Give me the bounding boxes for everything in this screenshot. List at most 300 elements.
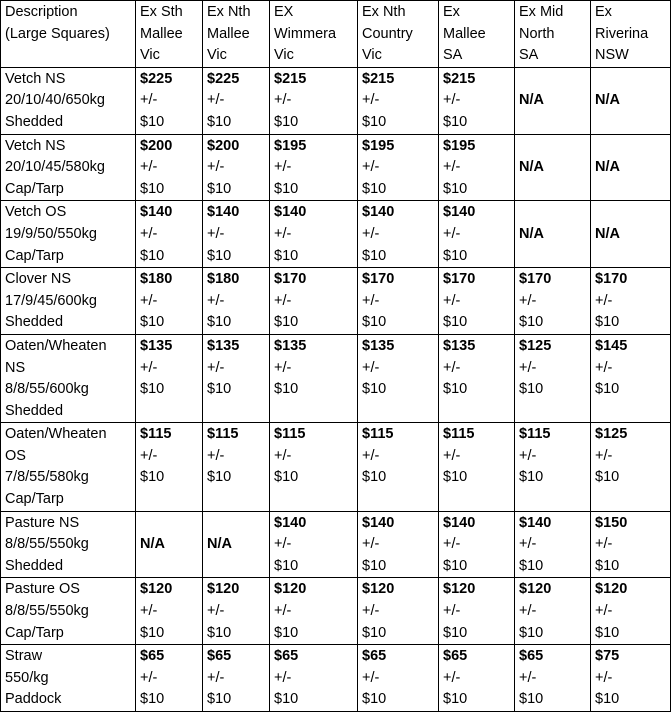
header-row — [1, 1, 671, 68]
price-variance-sign: +/- — [140, 603, 158, 620]
price-cell-nth-mallee-vic — [203, 645, 270, 712]
price-value: $65 — [274, 648, 299, 665]
description-line: 8/8/55/600kg — [5, 381, 89, 398]
price-variance-amount: $10 — [595, 691, 620, 708]
price-variance-sign: +/- — [207, 359, 225, 376]
header-line: (Large Squares) — [5, 25, 110, 42]
header-nth-country-vic — [358, 1, 439, 68]
description-line: Straw — [5, 648, 43, 665]
price-variance-sign: +/- — [274, 159, 292, 176]
price-variance-sign: +/- — [362, 225, 380, 242]
price-variance-sign: +/- — [362, 359, 380, 376]
price-variance-amount: $10 — [207, 314, 232, 331]
price-variance-sign: +/- — [595, 447, 613, 464]
price-cell-sth-mallee-vic — [136, 578, 203, 645]
price-variance-sign: +/- — [519, 669, 537, 686]
description-line: Cap/Tarp — [5, 247, 64, 264]
price-value: $170 — [595, 271, 628, 288]
price-variance-amount: $10 — [274, 314, 299, 331]
price-variance-sign: +/- — [595, 292, 613, 309]
price-variance-amount: $10 — [274, 624, 299, 641]
product-description — [1, 511, 136, 578]
price-variance-amount: $10 — [519, 381, 544, 398]
price-variance-sign: +/- — [274, 669, 292, 686]
price-variance-amount: $10 — [362, 624, 387, 641]
price-variance-sign: +/- — [140, 92, 158, 109]
price-variance-amount: $10 — [519, 624, 544, 641]
price-value: $125 — [595, 426, 628, 443]
price-variance-amount: $10 — [140, 381, 165, 398]
price-cell-mid-north-sa — [515, 268, 591, 335]
table-row — [1, 201, 671, 268]
header-nth-mallee-vic — [203, 1, 270, 68]
header-mallee-sa — [439, 1, 515, 68]
header-line: NSW — [595, 47, 629, 64]
price-variance-sign: +/- — [443, 225, 461, 242]
price-variance-sign: +/- — [519, 603, 537, 620]
price-value: $215 — [274, 70, 307, 87]
price-variance-amount: $10 — [443, 469, 468, 486]
table-row — [1, 67, 671, 134]
price-value: $120 — [443, 581, 476, 598]
price-cell-riverina-nsw — [591, 511, 671, 578]
price-variance-sign: +/- — [595, 669, 613, 686]
price-value: $65 — [207, 648, 232, 665]
price-cell-sth-mallee-vic — [136, 423, 203, 511]
price-value: $215 — [362, 70, 395, 87]
price-variance-amount: $10 — [443, 247, 468, 264]
price-cell-nth-country-vic — [358, 645, 439, 712]
price-value: $65 — [519, 648, 544, 665]
price-value: $120 — [274, 581, 307, 598]
price-value: $135 — [443, 337, 476, 354]
price-cell-wimmera-vic — [270, 334, 358, 422]
price-value: $75 — [595, 648, 620, 665]
price-variance-amount: $10 — [443, 314, 468, 331]
price-cell-nth-country-vic — [358, 423, 439, 511]
price-cell-wimmera-vic — [270, 511, 358, 578]
product-description — [1, 268, 136, 335]
price-cell-wimmera-vic — [270, 134, 358, 201]
price-variance-sign: +/- — [140, 669, 158, 686]
header-line: SA — [519, 47, 539, 64]
price-value: $140 — [140, 204, 173, 221]
header-line: North — [519, 25, 555, 42]
price-cell-mallee-sa — [439, 268, 515, 335]
price-variance-amount: $10 — [519, 314, 544, 331]
price-variance-amount: $10 — [519, 557, 544, 574]
table-row — [1, 645, 671, 712]
price-cell-nth-mallee-vic — [203, 134, 270, 201]
price-value: $115 — [207, 426, 239, 443]
price-cell-wimmera-vic — [270, 268, 358, 335]
price-variance-amount: $10 — [207, 691, 232, 708]
price-variance-sign: +/- — [362, 669, 380, 686]
price-cell-wimmera-vic — [270, 423, 358, 511]
header-line: SA — [443, 47, 463, 64]
price-value: $170 — [362, 271, 395, 288]
price-variance-amount: $10 — [140, 180, 165, 197]
price-variance-sign: +/- — [274, 292, 292, 309]
description-line: Paddock — [5, 691, 62, 708]
price-variance-sign: +/- — [274, 359, 292, 376]
description-line: 550/kg — [5, 669, 49, 686]
price-variance-sign: +/- — [443, 447, 461, 464]
price-cell-na — [591, 67, 671, 134]
price-cell-sth-mallee-vic — [136, 268, 203, 335]
price-cell-nth-country-vic — [358, 134, 439, 201]
description-line: Shedded — [5, 113, 64, 130]
description-line: Shedded — [5, 314, 64, 331]
price-variance-amount: $10 — [443, 691, 468, 708]
price-cell-riverina-nsw — [591, 645, 671, 712]
price-variance-amount: $10 — [595, 469, 620, 486]
description-line: Vetch NS — [5, 137, 66, 154]
price-variance-amount: $10 — [362, 381, 387, 398]
price-variance-sign: +/- — [207, 669, 225, 686]
price-cell-mid-north-sa — [515, 511, 591, 578]
header-line: Riverina — [595, 25, 649, 42]
price-cell-na — [136, 511, 203, 578]
price-variance-sign: +/- — [362, 603, 380, 620]
header-description — [1, 1, 136, 68]
price-value: $135 — [140, 337, 173, 354]
table-row — [1, 578, 671, 645]
price-value: $140 — [443, 204, 476, 221]
price-cell-riverina-nsw — [591, 334, 671, 422]
product-description — [1, 423, 136, 511]
price-cell-mid-north-sa — [515, 334, 591, 422]
price-value: $195 — [274, 137, 307, 154]
price-cell-na — [203, 511, 270, 578]
price-variance-amount: $10 — [274, 381, 299, 398]
table-row — [1, 134, 671, 201]
price-value: $120 — [595, 581, 628, 598]
price-value: $180 — [140, 271, 173, 288]
description-line: Pasture OS — [5, 581, 80, 598]
price-cell-nth-country-vic — [358, 67, 439, 134]
price-value: $140 — [443, 514, 476, 531]
table-row — [1, 268, 671, 335]
header-line: Mallee — [443, 25, 486, 42]
description-line: 7/8/55/580kg — [5, 469, 89, 486]
price-variance-sign: +/- — [443, 359, 461, 376]
description-line: NS — [5, 359, 26, 376]
price-na: N/A — [519, 92, 544, 109]
price-variance-amount: $10 — [362, 691, 387, 708]
price-value: $200 — [207, 137, 240, 154]
header-line: EX — [274, 4, 294, 20]
description-line: Vetch OS — [5, 204, 67, 221]
price-cell-riverina-nsw — [591, 423, 671, 511]
price-variance-sign: +/- — [362, 159, 380, 176]
price-variance-sign: +/- — [443, 669, 461, 686]
description-line: Shedded — [5, 402, 64, 419]
product-description — [1, 134, 136, 201]
price-variance-sign: +/- — [443, 159, 461, 176]
price-variance-amount: $10 — [207, 113, 232, 130]
description-line: Cap/Tarp — [5, 624, 64, 641]
price-variance-amount: $10 — [207, 247, 232, 264]
price-variance-sign: +/- — [207, 447, 225, 464]
price-variance-sign: +/- — [274, 447, 292, 464]
price-variance-sign: +/- — [595, 603, 613, 620]
description-line: 8/8/55/550kg — [5, 603, 89, 620]
header-line: Ex Nth — [362, 4, 406, 20]
price-cell-mallee-sa — [439, 134, 515, 201]
price-variance-sign: +/- — [443, 92, 461, 109]
header-line: Vic — [207, 47, 227, 64]
description-line: 8/8/55/550kg — [5, 536, 89, 553]
header-line: Ex Mid — [519, 4, 564, 20]
price-value: $215 — [443, 70, 476, 87]
description-line: Shedded — [5, 557, 64, 574]
price-na: N/A — [595, 225, 620, 242]
price-value: $65 — [362, 648, 387, 665]
header-line: Ex — [595, 4, 612, 20]
description-line: 20/10/45/580kg — [5, 159, 105, 176]
header-wimmera-vic — [270, 1, 358, 68]
price-value: $195 — [362, 137, 395, 154]
price-variance-amount: $10 — [362, 113, 387, 130]
price-cell-mallee-sa — [439, 67, 515, 134]
price-variance-amount: $10 — [443, 180, 468, 197]
header-riverina-nsw — [591, 1, 671, 68]
price-value: $135 — [207, 337, 240, 354]
price-variance-sign: +/- — [362, 447, 380, 464]
price-variance-amount: $10 — [207, 469, 232, 486]
price-value: $65 — [140, 648, 165, 665]
price-na: N/A — [207, 536, 232, 553]
price-variance-amount: $10 — [274, 469, 299, 486]
price-variance-amount: $10 — [274, 247, 299, 264]
header-line: Ex — [443, 4, 460, 20]
header-line: Mallee — [207, 25, 250, 42]
price-value: $120 — [362, 581, 395, 598]
price-variance-sign: +/- — [519, 447, 537, 464]
header-line: Vic — [140, 47, 160, 64]
price-variance-amount: $10 — [595, 314, 620, 331]
price-cell-mallee-sa — [439, 423, 515, 511]
price-cell-mallee-sa — [439, 511, 515, 578]
price-variance-sign: +/- — [595, 359, 613, 376]
price-variance-sign: +/- — [140, 159, 158, 176]
price-variance-amount: $10 — [362, 247, 387, 264]
price-variance-sign: +/- — [443, 292, 461, 309]
price-value: $120 — [207, 581, 240, 598]
price-na: N/A — [595, 159, 620, 176]
price-variance-sign: +/- — [274, 92, 292, 109]
price-cell-nth-mallee-vic — [203, 268, 270, 335]
price-variance-sign: +/- — [207, 292, 225, 309]
price-variance-amount: $10 — [595, 381, 620, 398]
price-value: $135 — [362, 337, 395, 354]
price-variance-sign: +/- — [274, 536, 292, 553]
price-variance-amount: $10 — [443, 557, 468, 574]
price-cell-nth-country-vic — [358, 268, 439, 335]
price-cell-mallee-sa — [439, 334, 515, 422]
price-value: $170 — [274, 271, 307, 288]
description-line: Clover NS — [5, 271, 72, 288]
price-cell-riverina-nsw — [591, 578, 671, 645]
description-line: Pasture NS — [5, 514, 80, 531]
price-variance-amount: $10 — [140, 113, 165, 130]
price-variance-amount: $10 — [140, 624, 165, 641]
price-cell-nth-mallee-vic — [203, 67, 270, 134]
price-cell-mallee-sa — [439, 201, 515, 268]
price-value: $115 — [362, 426, 394, 443]
price-variance-sign: +/- — [140, 292, 158, 309]
price-cell-nth-country-vic — [358, 334, 439, 422]
product-description — [1, 645, 136, 712]
price-value: $120 — [140, 581, 173, 598]
header-line: Wimmera — [274, 25, 337, 42]
price-value: $140 — [274, 204, 307, 221]
price-cell-wimmera-vic — [270, 67, 358, 134]
price-variance-sign: +/- — [362, 92, 380, 109]
price-cell-nth-mallee-vic — [203, 334, 270, 422]
price-cell-nth-mallee-vic — [203, 578, 270, 645]
description-line: Oaten/Wheaten — [5, 426, 107, 443]
price-value: $115 — [140, 426, 172, 443]
price-value: $225 — [207, 70, 240, 87]
price-variance-sign: +/- — [207, 603, 225, 620]
price-value: $200 — [140, 137, 173, 154]
price-variance-amount: $10 — [362, 314, 387, 331]
description-line: Cap/Tarp — [5, 491, 64, 508]
price-variance-sign: +/- — [362, 536, 380, 553]
description-line: 19/9/50/550kg — [5, 225, 97, 242]
price-variance-sign: +/- — [207, 159, 225, 176]
price-variance-amount: $10 — [519, 691, 544, 708]
header-line: Description — [5, 4, 78, 20]
price-variance-amount: $10 — [140, 691, 165, 708]
price-variance-amount: $10 — [140, 469, 165, 486]
product-description — [1, 67, 136, 134]
price-value: $140 — [362, 514, 395, 531]
price-value: $120 — [519, 581, 552, 598]
price-cell-na — [591, 201, 671, 268]
price-value: $140 — [519, 514, 552, 531]
price-variance-amount: $10 — [595, 557, 620, 574]
price-variance-sign: +/- — [274, 225, 292, 242]
price-cell-wimmera-vic — [270, 645, 358, 712]
price-variance-amount: $10 — [362, 180, 387, 197]
header-line: Ex Sth — [140, 4, 183, 20]
price-value: $65 — [443, 648, 468, 665]
header-line: Vic — [274, 47, 294, 64]
product-description — [1, 201, 136, 268]
table-row — [1, 423, 671, 511]
price-na: N/A — [519, 159, 544, 176]
price-value: $170 — [443, 271, 476, 288]
price-variance-amount: $10 — [595, 624, 620, 641]
price-cell-sth-mallee-vic — [136, 645, 203, 712]
price-cell-na — [591, 134, 671, 201]
price-variance-sign: +/- — [595, 536, 613, 553]
description-line: 20/10/40/650kg — [5, 92, 105, 109]
description-line: 17/9/45/600kg — [5, 292, 97, 309]
price-variance-amount: $10 — [443, 113, 468, 130]
price-value: $195 — [443, 137, 476, 154]
price-value: $115 — [519, 426, 551, 443]
price-variance-amount: $10 — [443, 624, 468, 641]
price-cell-mid-north-sa — [515, 645, 591, 712]
price-variance-sign: +/- — [519, 292, 537, 309]
header-line: Country — [362, 25, 413, 42]
price-value: $170 — [519, 271, 552, 288]
price-variance-amount: $10 — [140, 314, 165, 331]
price-variance-amount: $10 — [140, 247, 165, 264]
price-na: N/A — [595, 92, 620, 109]
price-cell-nth-country-vic — [358, 578, 439, 645]
price-cell-sth-mallee-vic — [136, 201, 203, 268]
price-variance-amount: $10 — [274, 113, 299, 130]
header-mid-north-sa — [515, 1, 591, 68]
price-cell-sth-mallee-vic — [136, 334, 203, 422]
price-variance-sign: +/- — [207, 225, 225, 242]
header-sth-mallee-vic — [136, 1, 203, 68]
price-cell-na — [515, 201, 591, 268]
price-cell-nth-mallee-vic — [203, 201, 270, 268]
header-line: Ex Nth — [207, 4, 251, 20]
product-description — [1, 334, 136, 422]
table-row — [1, 334, 671, 422]
price-value: $140 — [362, 204, 395, 221]
price-variance-amount: $10 — [207, 180, 232, 197]
price-value: $115 — [443, 426, 475, 443]
price-variance-sign: +/- — [519, 536, 537, 553]
price-cell-mallee-sa — [439, 578, 515, 645]
price-value: $115 — [274, 426, 306, 443]
price-variance-amount: $10 — [207, 624, 232, 641]
price-cell-wimmera-vic — [270, 201, 358, 268]
price-cell-mallee-sa — [439, 645, 515, 712]
price-variance-amount: $10 — [443, 381, 468, 398]
price-cell-nth-mallee-vic — [203, 423, 270, 511]
price-value: $125 — [519, 337, 552, 354]
price-value: $225 — [140, 70, 173, 87]
price-variance-amount: $10 — [362, 469, 387, 486]
price-cell-nth-country-vic — [358, 511, 439, 578]
price-variance-amount: $10 — [207, 381, 232, 398]
header-line: Mallee — [140, 25, 183, 42]
description-line: Vetch NS — [5, 70, 66, 87]
price-variance-sign: +/- — [519, 359, 537, 376]
description-line: OS — [5, 447, 26, 464]
price-cell-wimmera-vic — [270, 578, 358, 645]
price-cell-sth-mallee-vic — [136, 67, 203, 134]
price-value: $135 — [274, 337, 307, 354]
header-line: Vic — [362, 47, 382, 64]
price-variance-amount: $10 — [274, 691, 299, 708]
price-variance-amount: $10 — [362, 557, 387, 574]
price-value: $140 — [274, 514, 307, 531]
price-value: $140 — [207, 204, 240, 221]
price-na: N/A — [140, 536, 165, 553]
price-cell-mid-north-sa — [515, 578, 591, 645]
price-variance-sign: +/- — [140, 447, 158, 464]
price-value: $180 — [207, 271, 240, 288]
price-cell-mid-north-sa — [515, 423, 591, 511]
price-cell-nth-country-vic — [358, 201, 439, 268]
price-na: N/A — [519, 225, 544, 242]
description-line: Cap/Tarp — [5, 180, 64, 197]
price-variance-amount: $10 — [274, 180, 299, 197]
price-variance-sign: +/- — [274, 603, 292, 620]
price-variance-amount: $10 — [519, 469, 544, 486]
description-line: Oaten/Wheaten — [5, 337, 107, 354]
